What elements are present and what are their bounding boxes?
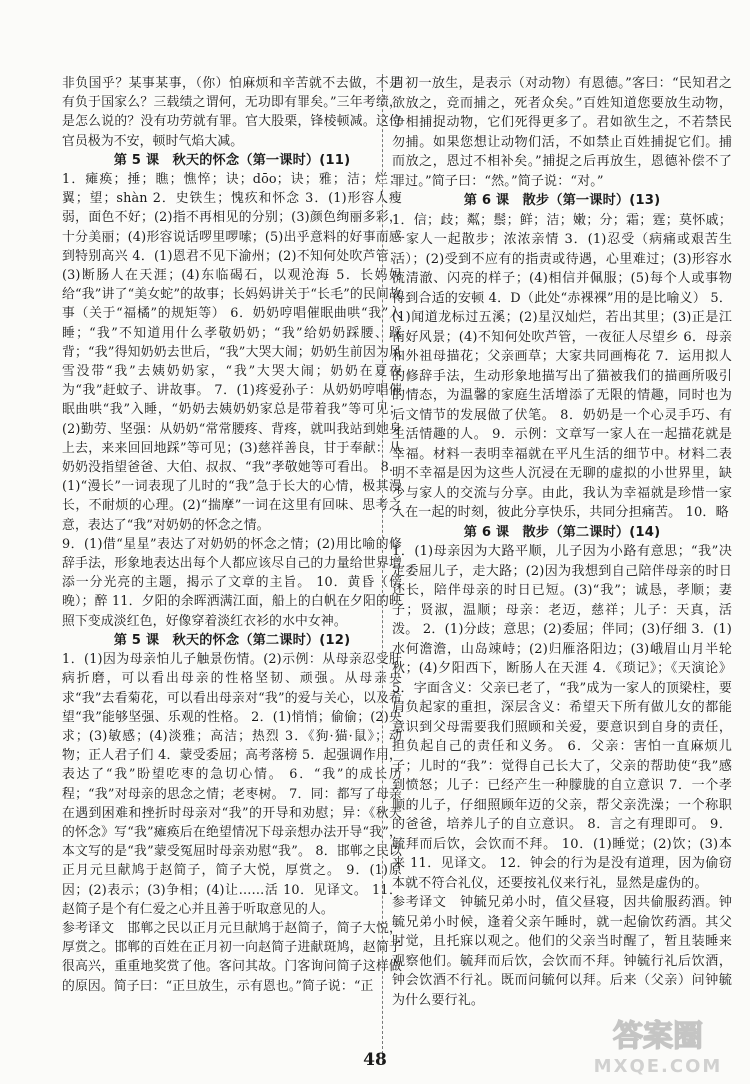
page-number: 48 [363,1050,387,1070]
svg-text:答案圈: 答案圈 [613,1019,703,1054]
translation-paragraph: 参考译文 邯郸之民以正月元旦献鸠于赵简子，简子大悦，厚赏之。邯郸的百姓在正月初一向赵简子进献斑鸠，赵简子很高兴，重重地奖赏了他。客问其故。门客询问简子这样做的原因。简子曰：“正旦放生，示有恩也。”简子说：“正 [62,920,402,994]
translation-paragraph: 月初一放生，是表示（对动物）有恩德。”客曰：“民知君之欲放之，竞而捕之，死者众矣。”百姓知道您要放生动物，争相捕捉动物，它们死得更多了。君如欲生之，不若禁民勿捕。如果您想让动物们活，不如禁止百姓捕捉它们。捕而放之，恩过不相补矣。”捕捉之后再放生，恩德补偿不了罪过。”简子曰：“然。”简子说：“对。” [392,76,732,189]
svg-text:MXQE.COM: MXQE.COM [593,1056,723,1077]
watermark-logo [578,1008,738,1080]
answer-paragraph: 9．(1)借“星星”表达了对奶奶的怀念之情；(2)用比喻的修辞手法，形象地表达出每个人都应该尽自己的力量给世界增添一分光亮的主题，揭示了文章的主旨。 10．黄昏（傍晚）；醉 11．夕阳的余晖洒满江面，船上的白帆在夕阳的映照下变成淡红色，好像穿着淡红衣衫的水中女神。 [62,536,402,629]
translation-paragraph: 参考译文 钟毓兄弟小时，值父昼寝，因共偷服药酒。钟毓兄弟小时候，逢着父亲午睡时，就一起偷饮药酒。其父时觉，且托寐以观之。他们的父亲当时醒了，暂且装睡来观察他们。毓拜而后饮，会饮而不拜。钟毓行礼后饮酒，钟会饮酒不行礼。既而问毓何以拜。后来（父亲）问钟毓为什么要行礼。 [392,895,732,1008]
section-heading: 第 6 课 散步（第二课时）(14) [463,524,661,540]
answer-paragraph: 非负国乎？某事某事，（你）怕麻烦和辛苦就不去做，不是有负于国家么？三载绩之谓何，无功即有罪矣。”三年考绩，是怎么说的？没有功劳就有罪。官大股栗，锋棱顿减。这位官员极为不安，顿时气焰大减。 [62,76,402,149]
answer-paragraph: 1．瘫痪；捶；瞧；憔悴；诀；dōo；诀；雅；洁；烂；翼；望；shàn 2．史铁生；愧疚和怀念 3．(1)形容人瘦弱，面色不好；(2)指不再相见的分别；(3)颜色绚丽多彩，十分美丽；(4)形容说话啰里啰嗦；(5)出乎意料的好事而感到特别高兴 4．(1)恩君不见下渝州；(2)不知何处吹芦管；(3)断肠人在天涯；(4)东临碣石，以观沧海 5．长妈妈给“我”讲了“美女蛇”的故事；长妈妈讲关于“长毛”的民间故事（关于“福橘”的规矩等） 6．奶奶哼唱催眠曲哄“我”入睡；“我”不知道用什么孝敬奶奶；“我”给奶奶踩腰、踩背；“我”得知奶奶去世后，“我”大哭大闹；奶奶生前因为风雪没带“我”去姨奶奶家，“我”大哭大闹；奶奶在夏夜为“我”赶蚊子、讲故事。 7．(1)疼爱孙子：从奶奶哼唱催眠曲哄“我”入睡，“奶奶去姨奶奶家总是带着我”等可见；(2)勤劳、坚强：从奶奶“常常腰疼、背疼，就叫我站到她身上去，来来回回地踩”等可见；(3)慈祥善良，甘于奉献：从奶奶没指望爸爸、大伯、叔叔、“我”孝敬她等可看出。 8．(1)“漫长”一词表现了儿时的“我”急于长大的心情，极其漫长，不耐烦的心理。(2)“揣摩”一词在这里有回味、思考之意，表达了“我”对奶奶的怀念之情。 [62,172,402,533]
right-column [392,74,732,1010]
section-heading: 第 5 课 秋天的怀念（第一课时）(11) [113,152,351,168]
section-heading: 第 6 课 散步（第一课时）(13) [463,193,661,208]
column-divider [382,74,384,1064]
answer-paragraph: 1．信；歧；粼；鬃；鲜；洁；嫩；分；霜；霆；莫怀戚；一家人一起散步；浓浓亲情 3．(1)忍受（病痛或艰苦生活）；(2)受到不应有的指责或待遇，心里难过；(3)形容水流清澈、闪亮的样子；(4)相信并佩服；(5)每个人或事物得到合适的安顿 4．D（此处“赤裸裸”用的是比喻义） 5．(1)闻道龙标过五溪；(2)星汉灿烂，若出其里；(3)正是江南好风景；(4)不知何处吹芦管，一夜征人尽望乡 6．母亲和外祖母描花；父亲画草；大家共同画梅花 7．运用拟人的修辞手法，生动形象地描写出了猫被我们的描画所吸引的情态，为温馨的家庭生活增添了无限的情趣，同时也为后文情节的发展做了伏笔。 8．奶奶是一个心灵手巧、有生活情趣的人。 9．示例：文章写一家人在一起描花就是幸福。材料一表明幸福就在平凡生活的细节中。材料二表明不幸福是因为这些人沉浸在无聊的虚拟的小世界里，缺少与家人的交流与分享。由此，我认为幸福就是珍惜一家人在一起的时刻，彼此分享快乐，共同分担痛苦。 10．略 [392,212,732,520]
section-heading: 第 5 课 秋天的怀念（第二课时）(12) [113,632,351,648]
left-column [62,74,402,996]
answer-paragraph: 1．(1)因为母亲怕儿子触景伤情。(2)示例：从母亲忍受肝病折磨，可以看出母亲的性格坚韧、顽强。从母亲央求“我”去看菊花，可以看出母亲对“我”的爱与关心，以及希望“我”能够坚强、乐观的性格。 2．(1)悄悄；偷偷；(2)央求；(3)敏感；(4)淡雅；高洁；热烈 3．《狗·猫·鼠》；动物；正人君子们 4．蒙受委屈；高考落榜 5．起强调作用，表达了“我”盼望吃枣的急切心情。 6．“我”的成长历程；“我”对母亲的思念之情；老枣树。 7．同：都写了母亲在遇到困难和挫折时母亲对“我”的开导和劝慰；异：《秋天的怀念》写“我”瘫痪后在绝望情况下母亲想办法开导“我”，本文写的是“我”蒙受冤屈时母亲劝慰“我”。 8．邯郸之民以正月元旦献鸠于赵简子，简子大悦，厚赏之。 9．(1)原因；(2)表示；(3)争相；(4)让……活 10．见译文。 11．赵简子是个有仁爱之心并且善于听取意见的人。 [62,652,402,917]
answer-paragraph: 1．(1)母亲因为大路平顺，儿子因为小路有意思；“我”决定委屈儿子，走大路；(2)因为我想到自己陪伴母亲的时日还长，陪伴母亲的时日已短。(3)“我”；诚恳，孝顺；妻子；贤淑，温顺；母亲：老迈，慈祥；儿子：天真，活泼。 2．(1)分歧；意思；(2)委屈；伴同；(3)仔细 3．(1)水何澹澹，山岛竦峙；(2)归雁洛阳边；(3)峨眉山月半轮秋；(4)夕阳西下，断肠人在天涯 4．《琐记》；《天演论》 5．字面含义：父亲已老了，“我”成为一家人的顶梁柱，要肩负起家的重担，深层含义：希望天下所有做儿女的都能意识到父母需要我们照顾和关爱，要意识到自身的责任，担负起自己的责任和义务。 6．父亲：害怕一直麻烦儿子；儿时的“我”：觉得自己长大了，父亲的帮助使“我”感到愤怒；儿子：已经产生一种朦胧的自立意识 7．一个孝顺的儿子，仔细照顾年迈的父亲，帮父亲洗澡；一个称职的爸爸，培养儿子的自立意识。 8．言之有理即可。 9．毓拜而后饮，会饮而不拜。 10．(1)睡觉；(2)饮；(3)本来 11．见译文。 12．钟会的行为是没有道理，因为偷窃本就不符合礼仪，还要按礼仪来行礼，显然是虚伪的。 [392,544,732,891]
